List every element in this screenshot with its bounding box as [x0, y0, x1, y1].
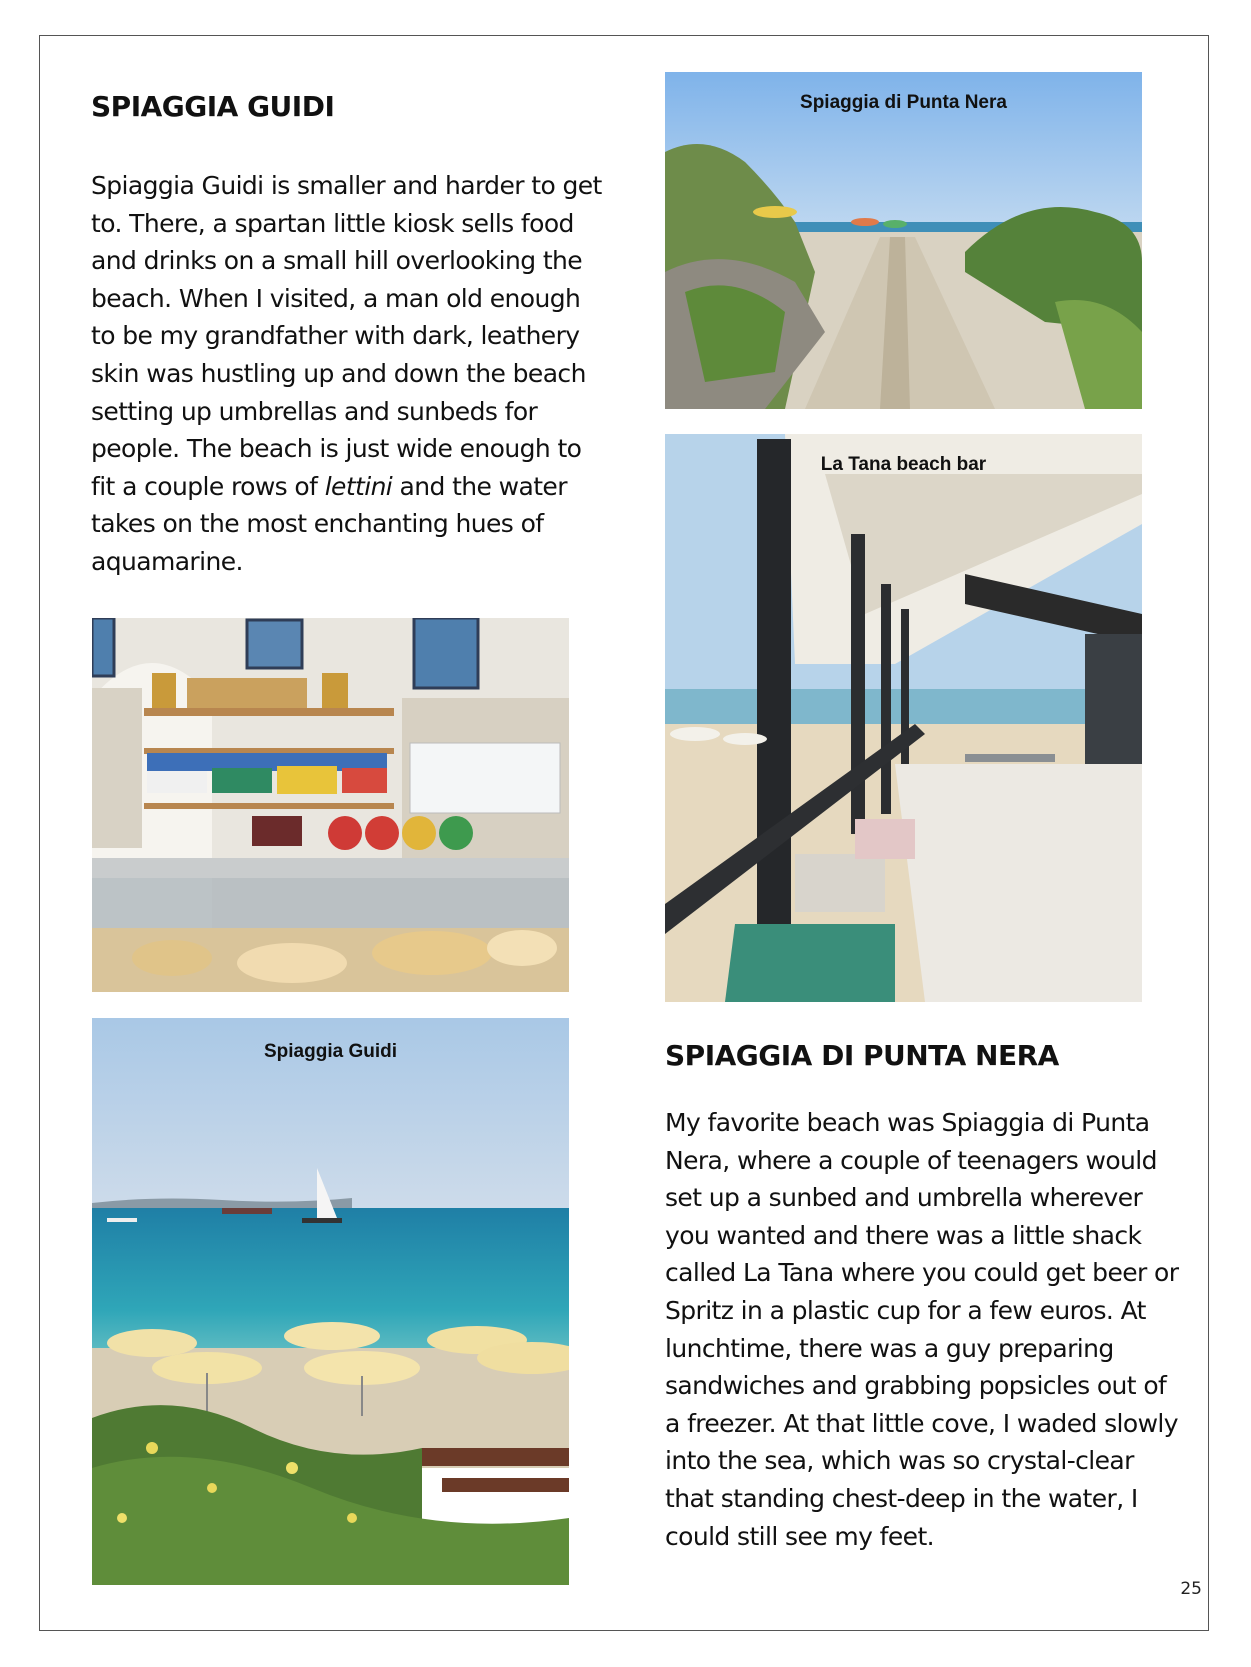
paragraph-italic-word: lettini — [324, 471, 393, 501]
punta-nera-path-photo — [665, 72, 1142, 409]
section-heading-spiaggia-guidi: SPIAGGIA GUIDI — [91, 90, 335, 123]
paragraph-text: and the water takes on the most enchanting hues of aquamarine. — [91, 471, 567, 576]
la-tana-beach-bar-photo — [665, 434, 1142, 1002]
spiaggia-guidi-photo — [92, 1018, 569, 1585]
spiaggia-guidi-paragraph — [91, 167, 611, 581]
la-tana-caption: La Tana beach bar — [820, 454, 987, 475]
paragraph-text: Spiaggia Guidi is smaller and harder to get to. There, a spartan little kiosk sells food and drinks on a small hill overlooking the beach. When I visited, a man old enough to be my grandfather with dark, leathery skin was hustling up and down the beach setting up umbrellas and sunbeds for people. The beach is just wide enough to fit a couple rows of — [91, 171, 602, 501]
section-heading-punta-nera: SPIAGGIA DI PUNTA NERA — [665, 1039, 1059, 1072]
page-number: 25 — [1180, 1579, 1202, 1599]
punta-nera-caption: Spiaggia di Punta Nera — [800, 92, 1007, 113]
punta-nera-paragraph: My favorite beach was Spiaggia di Punta Nera, where a couple of teenagers would set up a sunbed and umbrella wherever you wanted and there was a little shack called La Tana where you could get beer or Spritz in a plastic cup for a few euros. At lunchtime, there was a guy preparing sandwiches and grabbing popsicles out of a freezer. At that little cove, I waded slowly into the sea, which was so crystal-clear that standing chest-deep in the water, I could still see my feet. — [665, 1108, 1179, 1551]
kiosk-photo — [92, 618, 569, 992]
spiaggia-guidi-caption: Spiaggia Guidi — [263, 1041, 397, 1062]
